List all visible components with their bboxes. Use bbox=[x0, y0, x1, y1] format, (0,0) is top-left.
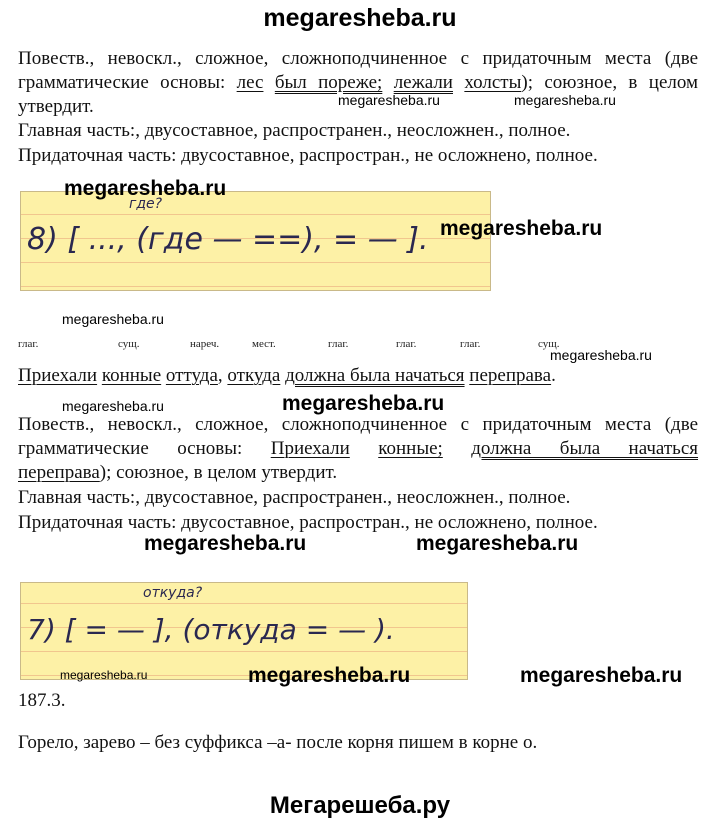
analysis2-line-1: Повеств., невоскл., сложное, сложноподчиненное с придаточным места (две bbox=[18, 414, 698, 435]
main-clause-desc-2: Главная часть:, двусоставное, распространен., неосложнен., полное. bbox=[18, 487, 571, 508]
pos-label: нареч. bbox=[190, 338, 220, 350]
analysis2-line-3: переправа); союзное, в целом утвердит. bbox=[18, 462, 338, 483]
pos-label: глаг. bbox=[328, 338, 349, 350]
scheme-formula: 7) [ = — ], (откуда = — ). bbox=[27, 613, 395, 646]
watermark: megaresheba.ru bbox=[550, 347, 652, 363]
watermark: megaresheba.ru bbox=[416, 532, 579, 555]
analysis2-line-2: грамматические основы: Приехали конные; должна была начаться bbox=[18, 438, 699, 459]
watermark: megaresheba.ru bbox=[62, 398, 164, 414]
analysis-line-1: Повеств., невоскл., сложное, сложноподчиненное с придаточным места (две bbox=[18, 48, 698, 69]
section-number: 187.3. bbox=[18, 690, 66, 711]
analysis-line-2: грамматические основы: лес был пореже; лежали холсты); союзное, в целом bbox=[18, 72, 699, 93]
sub-clause-desc: Придаточная часть: двусоставное, распростран., не осложнено, полное. bbox=[18, 145, 598, 166]
analysis-line-3: утвердит. bbox=[18, 96, 94, 117]
final-note: Горело, зарево – без суффикса –а- после корня пишем в корне о. bbox=[18, 732, 538, 753]
watermark: megaresheba.ru bbox=[338, 92, 440, 108]
pos-label: глаг. bbox=[396, 338, 417, 350]
watermark: megaresheba.ru bbox=[440, 217, 603, 240]
watermark: megaresheba.ru bbox=[282, 392, 445, 415]
site-footer: Мегарешеба.ру bbox=[269, 792, 451, 819]
watermark: megaresheba.ru bbox=[144, 532, 307, 555]
main-clause-desc: Главная часть:, двусоставное, распространен., неосложнен., полное. bbox=[18, 120, 571, 141]
scheme-image-1 bbox=[20, 191, 491, 291]
watermark: megaresheba.ru bbox=[520, 664, 683, 687]
pos-label: глаг. bbox=[460, 338, 481, 350]
pos-label: глаг. bbox=[18, 338, 39, 350]
scheme-arrow-label: откуда? bbox=[143, 585, 203, 601]
scheme-formula: 8) [ ..., (где — ==), = — ]. bbox=[27, 222, 429, 257]
watermark: megaresheba.ru bbox=[248, 664, 411, 687]
site-header: megaresheba.ru bbox=[263, 4, 457, 32]
sub-clause-desc-2: Придаточная часть: двусоставное, распростран., не осложнено, полное. bbox=[18, 512, 598, 533]
watermark: megaresheba.ru bbox=[514, 92, 616, 108]
watermark: megaresheba.ru bbox=[64, 177, 227, 200]
pos-label: сущ. bbox=[118, 338, 140, 350]
watermark: megaresheba.ru bbox=[62, 311, 164, 327]
example-sentence: Приехали конные оттуда, откуда должна была начаться переправа. bbox=[18, 365, 556, 386]
watermark: megaresheba.ru bbox=[60, 668, 148, 682]
pos-label: мест. bbox=[252, 338, 276, 350]
pos-label: сущ. bbox=[538, 338, 560, 350]
scheme-arrow-label: где? bbox=[129, 196, 163, 212]
